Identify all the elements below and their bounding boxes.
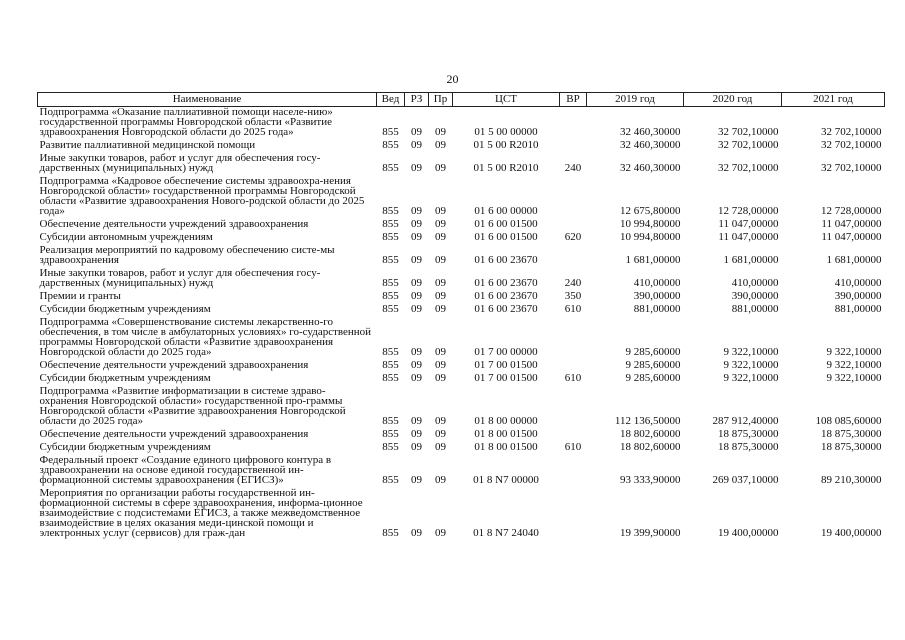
row-ved: 855 [382,441,399,453]
table-row [38,301,885,314]
row-2020: 9 322,10000 [723,372,779,384]
row-rz: 09 [411,139,422,151]
row-name: Обеспечение деятельности учреждений здравоохранения [39,359,309,371]
row-name: Развитие паллиативной медицинской помощи [39,139,256,151]
row-2020: 32 702,10000 [718,162,779,174]
row-2019: 112 136,50000 [614,415,681,427]
row-2020: 12 728,00000 [718,205,779,217]
row-2020: 9 322,10000 [723,359,779,371]
row-2021: 410,00000 [834,277,882,289]
row-cst: 01 6 00 01500 [474,231,538,243]
row-rz: 09 [411,205,422,217]
row-vr [560,242,587,265]
row-pr: 09 [435,527,446,539]
row-2020: 19 400,00000 [718,527,779,539]
row-2019: 881,00000 [633,303,681,315]
row-2019: 12 675,80000 [620,205,681,217]
table-row [38,288,885,301]
row-2021: 1 681,00000 [826,254,882,266]
row-pr: 09 [435,218,446,230]
table-row [38,107,885,138]
row-vr: 240 [564,277,582,289]
row-2020: 410,00000 [731,277,779,289]
row-2019: 32 460,30000 [620,162,681,174]
table-row [38,485,885,538]
row-2021: 11 047,00000 [821,231,882,243]
row-pr: 09 [435,205,446,217]
row-cst: 01 5 00 R2010 [473,139,539,151]
table-row [38,242,885,265]
row-ved: 855 [382,303,399,315]
row-rz: 09 [411,218,422,230]
table-row [38,314,885,357]
row-ved: 855 [382,254,399,266]
row-vr [560,173,587,216]
row-ved: 855 [382,162,399,174]
row-2020: 32 702,10000 [718,126,779,138]
row-ved: 855 [382,277,399,289]
row-rz: 09 [411,162,422,174]
row-2021: 390,00000 [834,290,882,302]
row-name: Подпрограмма «Кадровое обеспечение системы здравоохра-нения Новгородской области» государственной программы Новгородской области «Развитие здравоохранения Нового-родской области до 2025 года» [39,175,365,217]
row-name: Подпрограмма «Развитие информатизации в системе здраво-охранения Новгородской области» государственной про-граммы Новгородской области «Развитие здравоохранения Новгородской области до 2025 года» [39,385,346,427]
row-ved: 855 [382,527,399,539]
row-rz: 09 [411,428,422,440]
row-cst: 01 6 00 01500 [474,218,538,230]
row-2021: 32 702,10000 [821,162,882,174]
row-2020: 32 702,10000 [718,139,779,151]
row-ved: 855 [382,346,399,358]
row-2021: 9 322,10000 [826,346,882,358]
row-name: Субсидии бюджетным учреждениям [39,303,211,315]
row-vr [560,452,587,485]
row-pr: 09 [435,139,446,151]
row-2020: 11 047,00000 [718,218,779,230]
row-rz: 09 [411,346,422,358]
row-name: Реализация мероприятий по кадровому обеспечению систе-мы здравоохранения [39,244,335,266]
row-2019: 10 994,80000 [620,231,681,243]
row-vr [560,485,587,538]
row-2021: 89 210,30000 [821,474,882,486]
row-ved: 855 [382,126,399,138]
col-header: ВР [560,93,587,107]
row-pr: 09 [435,126,446,138]
table-row [38,265,885,288]
row-2021: 9 322,10000 [826,372,882,384]
row-name: Обеспечение деятельности учреждений здравоохранения [39,428,309,440]
row-pr: 09 [435,359,446,371]
row-pr: 09 [435,474,446,486]
row-2019: 10 994,80000 [620,218,681,230]
row-2020: 18 875,30000 [718,441,779,453]
row-vr: 350 [564,290,582,302]
row-2021: 19 400,00000 [821,527,882,539]
row-name: Субсидии бюджетным учреждениям [39,441,211,453]
row-cst: 01 5 00 R2010 [473,162,539,174]
row-rz: 09 [411,254,422,266]
col-header: Вед [377,93,405,107]
table-row [38,357,885,370]
row-cst: 01 8 N7 00000 [473,474,539,486]
row-rz: 09 [411,474,422,486]
row-rz: 09 [411,441,422,453]
row-name: Подпрограмма «Совершенствование системы лекарственно-го обеспечения, в том числе в амбулаторных условиях» го-сударственной программы Новгородской области «Развитие здравоохранения Новгородской области до 2025 года» [39,316,372,358]
row-ved: 855 [382,290,399,302]
row-pr: 09 [435,415,446,427]
row-ved: 855 [382,205,399,217]
row-2021: 12 728,00000 [821,205,882,217]
row-pr: 09 [435,254,446,266]
row-2019: 1 681,00000 [625,254,681,266]
row-cst: 01 6 00 23670 [474,254,538,266]
col-header: 2020 год [684,93,782,107]
row-2020: 9 322,10000 [723,346,779,358]
row-cst: 01 6 00 23670 [474,303,538,315]
row-cst: 01 7 00 01500 [474,372,538,384]
row-cst: 01 6 00 00000 [474,205,538,217]
table-row [38,439,885,452]
row-name: Иные закупки товаров, работ и услуг для обеспечения госу-дарственных (муниципальных) нужд [39,152,321,174]
row-rz: 09 [411,415,422,427]
row-cst: 01 8 N7 24040 [473,527,539,539]
row-2019: 93 333,90000 [620,474,681,486]
col-header: 2021 год [782,93,885,107]
row-name: Иные закупки товаров, работ и услуг для обеспечения госу-дарственных (муниципальных) нужд [39,267,321,289]
row-rz: 09 [411,126,422,138]
col-header: 2019 год [587,93,684,107]
row-2019: 9 285,60000 [625,372,681,384]
row-name: Федеральный проект «Создание единого цифрового контура в здравоохранении на основе единой государственной ин-формационной системы здравоохранения (ЕГИСЗ)» [39,454,332,486]
row-vr: 610 [564,441,582,453]
row-ved: 855 [382,372,399,384]
row-2021: 18 875,30000 [821,441,882,453]
row-vr [560,383,587,426]
row-2019: 19 399,90000 [620,527,681,539]
row-2020: 18 875,30000 [718,428,779,440]
row-ved: 855 [382,428,399,440]
row-2020: 287 912,40000 [712,415,779,427]
row-cst: 01 8 00 00000 [474,415,538,427]
row-pr: 09 [435,441,446,453]
row-2021: 32 702,10000 [821,126,882,138]
row-2019: 18 802,60000 [620,428,681,440]
row-ved: 855 [382,231,399,243]
row-vr [560,426,587,439]
row-2019: 32 460,30000 [620,139,681,151]
col-header: Наименование [38,93,377,107]
row-2020: 11 047,00000 [718,231,779,243]
row-name: Субсидии автономным учреждениям [39,231,213,243]
row-2019: 9 285,60000 [625,346,681,358]
row-name: Мероприятия по организации работы государственной ин-формационной системы в сфере здравоохранения, информа-ционное взаимодействие с подсистемами ЕГИСЗ, а также межведомственное взаимодействие в целях оказания меди-цинской помощи и электронных услуг (сервисов) для граж-дан [39,487,363,539]
row-ved: 855 [382,139,399,151]
row-2020: 390,00000 [731,290,779,302]
row-2019: 18 802,60000 [620,441,681,453]
budget-table [37,92,885,538]
row-cst: 01 8 00 01500 [474,428,538,440]
row-vr: 240 [564,162,582,174]
row-pr: 09 [435,290,446,302]
col-header: РЗ [405,93,429,107]
row-2019: 32 460,30000 [620,126,681,138]
row-2019: 9 285,60000 [625,359,681,371]
row-2020: 269 037,10000 [712,474,779,486]
table-row [38,229,885,242]
row-vr [560,137,587,150]
col-header: Пр [429,93,453,107]
row-rz: 09 [411,527,422,539]
row-cst: 01 5 00 00000 [474,126,538,138]
row-vr [560,314,587,357]
row-cst: 01 6 00 23670 [474,290,538,302]
table-row [38,137,885,150]
col-header: ЦСТ [453,93,560,107]
row-pr: 09 [435,162,446,174]
table-row [38,370,885,383]
row-rz: 09 [411,303,422,315]
row-pr: 09 [435,231,446,243]
row-vr [560,216,587,229]
row-vr: 620 [564,231,582,243]
row-rz: 09 [411,372,422,384]
row-pr: 09 [435,277,446,289]
row-pr: 09 [435,372,446,384]
row-rz: 09 [411,277,422,289]
table-row [38,150,885,173]
table-row [38,426,885,439]
row-ved: 855 [382,415,399,427]
row-pr: 09 [435,346,446,358]
row-cst: 01 8 00 01500 [474,441,538,453]
row-vr: 610 [564,372,582,384]
row-name: Премии и гранты [39,290,121,302]
row-ved: 855 [382,218,399,230]
table-row [38,452,885,485]
row-2020: 1 681,00000 [723,254,779,266]
row-2020: 881,00000 [731,303,779,315]
row-name: Обеспечение деятельности учреждений здравоохранения [39,218,309,230]
row-cst: 01 7 00 01500 [474,359,538,371]
table-header-row [38,93,885,107]
table-row [38,173,885,216]
row-cst: 01 6 00 23670 [474,277,538,289]
row-vr: 610 [564,303,582,315]
row-rz: 09 [411,359,422,371]
row-vr [560,107,587,138]
row-ved: 855 [382,359,399,371]
row-2019: 410,00000 [633,277,681,289]
row-2021: 9 322,10000 [826,359,882,371]
page-number: 20 [446,72,459,86]
table-row [38,383,885,426]
row-2021: 881,00000 [834,303,882,315]
row-cst: 01 7 00 00000 [474,346,538,358]
row-name: Субсидии бюджетным учреждениям [39,372,211,384]
row-2021: 108 085,60000 [815,415,882,427]
row-rz: 09 [411,290,422,302]
row-vr [560,357,587,370]
row-rz: 09 [411,231,422,243]
row-ved: 855 [382,474,399,486]
row-2021: 11 047,00000 [821,218,882,230]
row-2021: 18 875,30000 [821,428,882,440]
table-row [38,216,885,229]
row-pr: 09 [435,428,446,440]
row-2019: 390,00000 [633,290,681,302]
row-pr: 09 [435,303,446,315]
row-2021: 32 702,10000 [821,139,882,151]
row-name: Подпрограмма «Оказание паллиативной помощи населе-нию» государственной программы Новгородской области «Развитие здравоохранения Новгородской области до 2025 года» [39,106,333,138]
